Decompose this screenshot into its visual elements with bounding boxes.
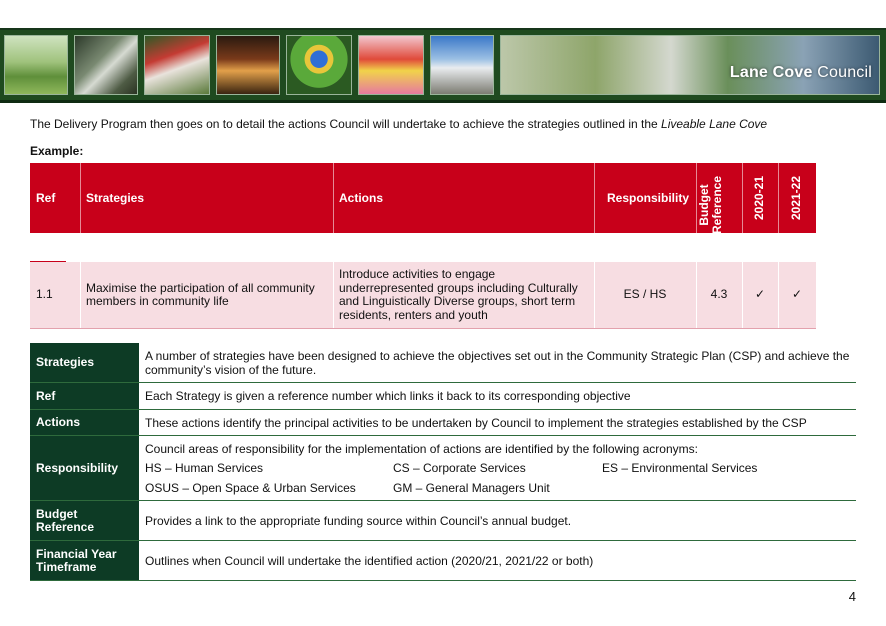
row-action: Introduce activities to engage underrepresented groups including Culturally and Linguistically Diverse groups, short term residents, renters and youth <box>339 267 578 322</box>
example-label: Example: <box>30 144 84 158</box>
legend-row-strategies <box>30 343 856 383</box>
legend-value-actions: These actions identify the principal activities to be undertaken by Council to implement the strategies established by the CSP <box>145 415 807 430</box>
acronym-gm: GM – General Managers Unit <box>393 481 550 495</box>
legend-row-actions <box>30 410 856 436</box>
row-year2-check: ✓ <box>791 287 803 302</box>
legend-value-ref: Each Strategy is given a reference number which links it back to its corresponding objective <box>145 389 631 403</box>
legend-row-timeframe <box>30 541 856 581</box>
row-ref: 1.1 <box>36 287 53 302</box>
row-year1-check: ✓ <box>754 287 766 302</box>
acronym-es: ES – Environmental Services <box>602 461 758 475</box>
legend-key-timeframe-line2: Timeframe <box>36 559 97 574</box>
photo-festival <box>144 35 210 95</box>
legend-row-ref <box>30 383 856 410</box>
photo-lorikeet <box>286 35 352 95</box>
photo-building <box>430 35 494 95</box>
intro-italic: Liveable Lane Cove <box>661 117 768 131</box>
header-actions: Actions <box>339 191 384 205</box>
legend-key-timeframe-line1: Financial Year <box>36 546 117 561</box>
photo-park <box>4 35 68 95</box>
legend-key-strategies: Strategies <box>30 343 139 382</box>
header-budget-line2: Reference <box>710 175 725 235</box>
legend-row-responsibility <box>30 436 856 501</box>
header-strategies: Strategies <box>86 191 145 205</box>
responsibility-acronyms <box>145 436 856 500</box>
photo-performer <box>358 35 424 95</box>
brand-bold: Lane Cove <box>729 64 813 81</box>
intro-paragraph <box>30 117 767 131</box>
header-responsibility: Responsibility <box>607 191 690 205</box>
council-logo <box>730 64 872 82</box>
legend-key-budget-line1: Budget <box>36 506 78 521</box>
row-responsibility: ES / HS <box>623 287 667 302</box>
header-year2: 2021-22 <box>789 175 804 221</box>
acronym-hs: HS – Human Services <box>145 461 264 475</box>
header-budget-reference <box>698 176 724 234</box>
acronym-osus: OSUS – Open Space & Urban Services <box>145 481 356 495</box>
responsibility-intro: Council areas of responsibility for the implementation of actions are identified by the following acronyms: <box>145 442 698 456</box>
header-banner <box>0 28 886 103</box>
legend-key-ref: Ref <box>30 383 139 409</box>
header-budget-line1: Budget <box>697 184 712 226</box>
legend-key-responsibility: Responsibility <box>30 436 139 500</box>
acronym-cs: CS – Corporate Services <box>393 461 526 475</box>
photo-street-night <box>216 35 280 95</box>
legend-row-budget <box>30 501 856 541</box>
legend-key-budget-line2: Reference <box>36 519 95 534</box>
row-strategy: Maximise the participation of all community members in community life <box>86 280 315 308</box>
legend-value-timeframe: Outlines when Council will undertake the identified action (2020/21, 2021/22 or both) <box>145 553 594 568</box>
legend-value-budget: Provides a link to the appropriate funding source within Council’s annual budget. <box>145 513 572 528</box>
legend-key-budget <box>30 501 139 540</box>
header-ref: Ref <box>36 191 56 205</box>
intro-text: The Delivery Program then goes on to detail the actions Council will undertake to achieve the strategies outlined in the <box>30 117 662 131</box>
legend-key-actions: Actions <box>30 410 139 435</box>
example-table-header <box>30 163 816 233</box>
legend-key-timeframe <box>30 541 139 580</box>
brand-regular: Council <box>812 64 872 81</box>
page-number: 4 <box>848 589 856 604</box>
photo-waterfall <box>74 35 138 95</box>
row-budget: 4.3 <box>710 287 728 302</box>
legend-value-strategies: A number of strategies have been designed to achieve the objectives set out in the Community Strategic Plan (CSP) and achieve the community’s vision of the future. <box>145 348 850 377</box>
header-year1: 2020-21 <box>752 175 767 221</box>
example-table-row <box>30 262 816 329</box>
